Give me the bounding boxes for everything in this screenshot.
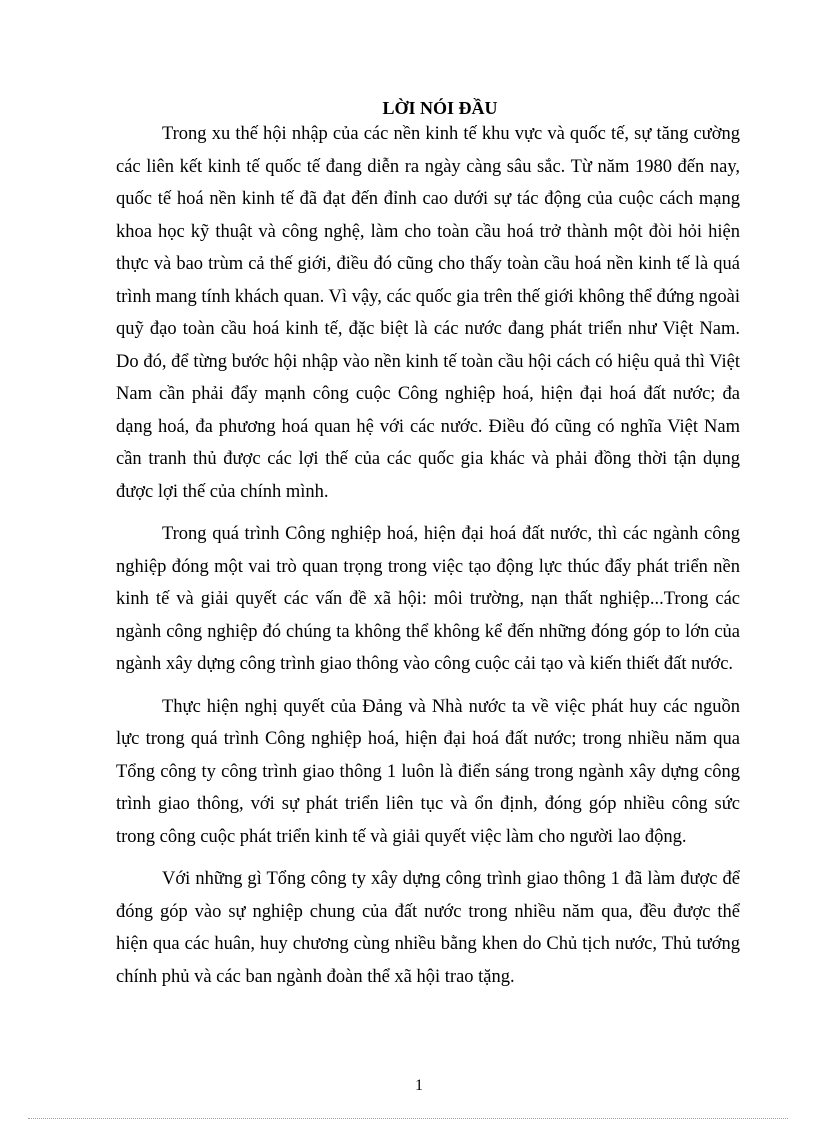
paragraph: Với những gì Tổng công ty xây dựng công trình giao thông 1 đã làm được để đóng góp vào sự nghiệp chung của đất nước trong nhiều năm qua, đều được thể hiện qua các huân, huy chương cùng nhiều bằng khen do Chủ tịch nước, Thủ tướng chính phủ và các ban ngành đoàn thể xã hội trao tặng. bbox=[116, 869, 740, 987]
paragraph: Trong xu thế hội nhập của các nền kinh tế khu vực và quốc tế, sự tăng cường các liên kết kinh tế quốc tế đang diễn ra ngày càng sâu sắc. Từ năm 1980 đến nay, quốc tế hoá nền kinh tế đã đạt đến đỉnh cao dưới sự tác động của cuộc cách mạng khoa học kỹ thuật và công nghệ, làm cho toàn cầu hoá trở thành một đòi hỏi hiện thực và bao trùm cả thế giới, điều đó cũng cho thấy toàn cầu hoá nền kinh tế là quá trình mang tính khách quan. Vì vậy, các quốc gia trên thế giới không thể đứng ngoài quỹ đạo toàn cầu hoá kinh tế, đặc biệt là các nước đang phát triển như Việt Nam. Do đó, để từng bước hội nhập vào nền kinh tế toàn cầu hội cách có hiệu quả thì Việt Nam cần phải đẩy mạnh công cuộc Công nghiệp hoá, hiện đại hoá đất nước; đa dạng hoá, đa phương hoá quan hệ với các nước. Điều đó cũng có nghĩa Việt Nam cần tranh thủ được các lợi thế của các quốc gia khác và phải đồng thời tận dụng được lợi thế của chính mình. bbox=[116, 124, 740, 502]
paragraph: Thực hiện nghị quyết của Đảng và Nhà nước ta về việc phát huy các nguồn lực trong quá trình Công nghiệp hoá, hiện đại hoá đất nước; trong nhiều năm qua Tổng công ty công trình giao thông 1 luôn là điển sáng trong ngành xây dựng công trình giao thông, với sự phát triển liên tục và ổn định, đóng góp nhiều công sức trong công cuộc phát triển kinh tế và giải quyết việc làm cho người lao động. bbox=[116, 696, 740, 847]
page-title: LỜI NÓI ĐẦU bbox=[382, 98, 498, 118]
page-number: 1 bbox=[415, 1077, 423, 1094]
body-text bbox=[116, 118, 740, 993]
paragraph: Trong quá trình Công nghiệp hoá, hiện đại hoá đất nước, thì các ngành công nghiệp đóng một vai trò quan trọng trong việc tạo động lực thúc đẩy phát triển nền kinh tế và giải quyết các vấn đề xã hội: môi trường, nạn thất nghiệp...Trong các ngành công nghiệp đó chúng ta không thể không kể đến những đóng góp to lớn của ngành xây dựng công trình giao thông vào công cuộc cải tạo và kiến thiết đất nước. bbox=[116, 524, 740, 674]
page-bottom-border bbox=[28, 1118, 788, 1119]
